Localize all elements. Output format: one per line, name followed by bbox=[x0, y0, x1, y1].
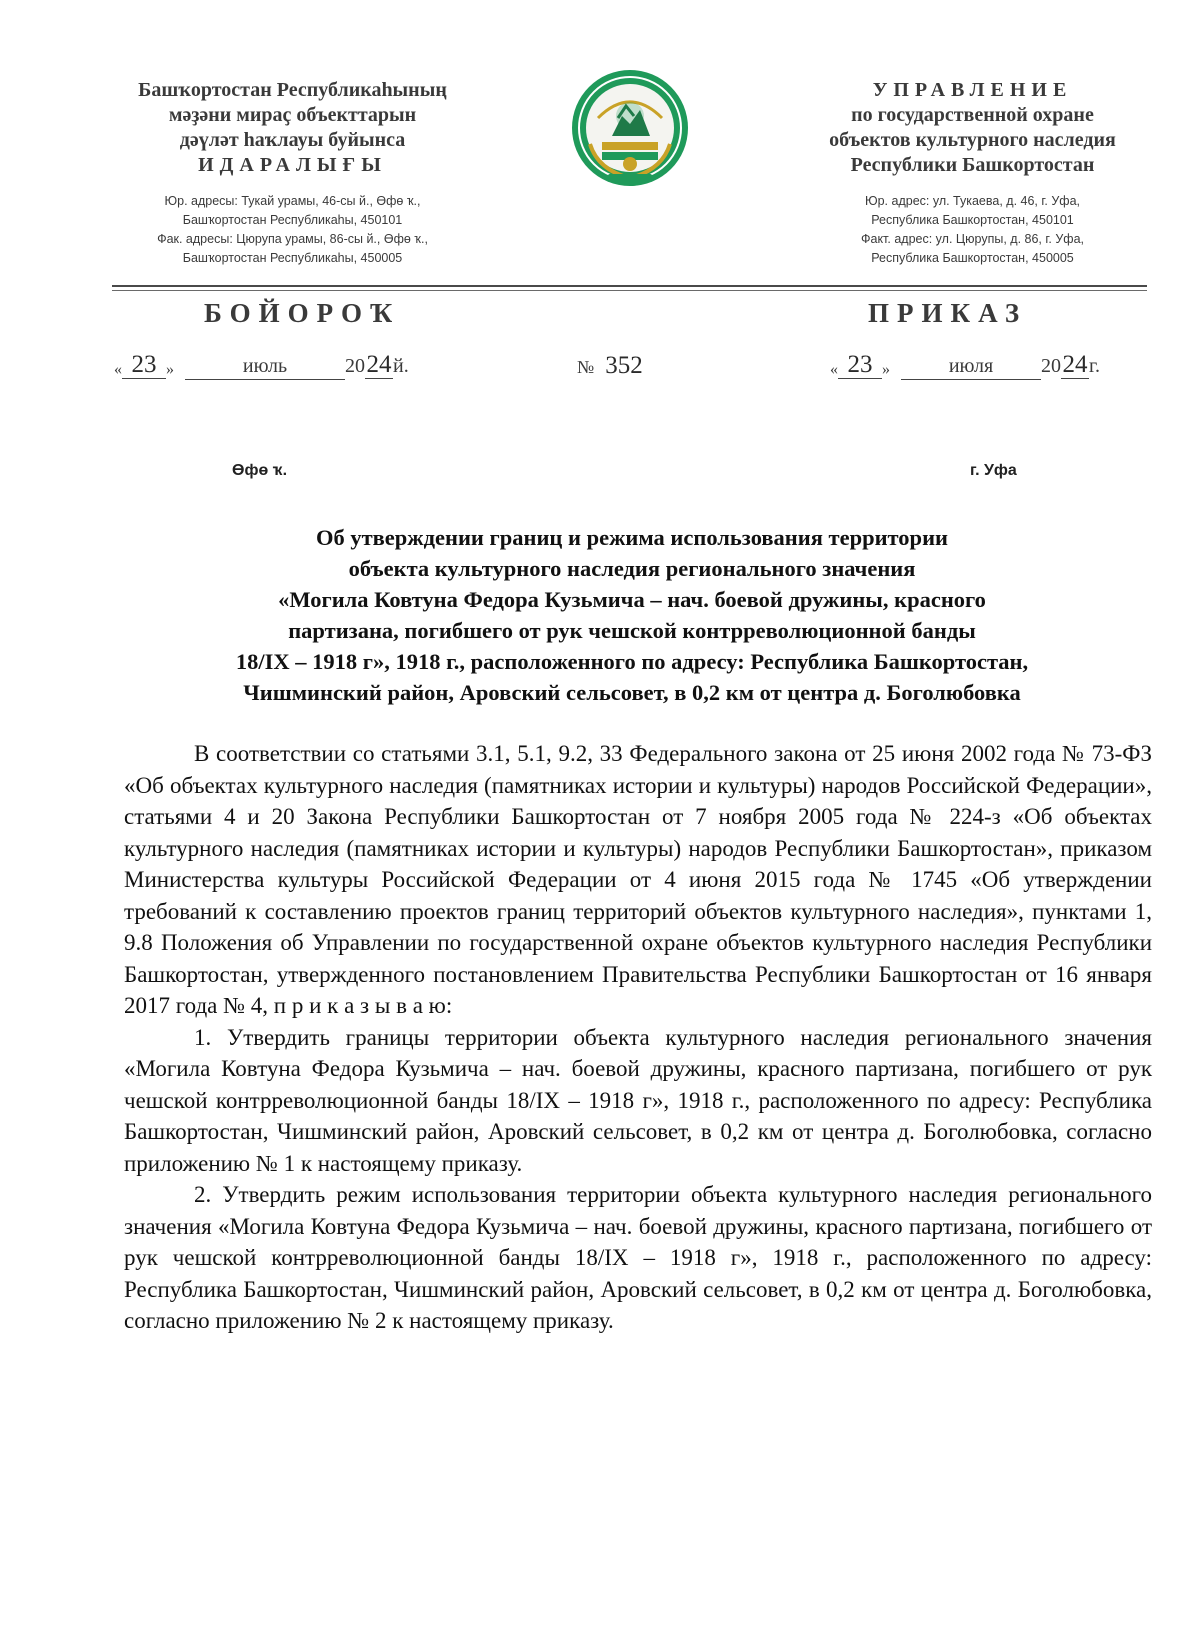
header-left bbox=[110, 78, 475, 268]
header-right-addr2: Республика Башкортостан, 450101 bbox=[871, 213, 1074, 227]
title-line: партизана, погибшего от рук чешской контрреволюционной банды bbox=[288, 618, 976, 643]
header-left-addr1: Юр. адресы: Тукай урамы, 46-сы й., Өфө ҡ., bbox=[164, 194, 421, 208]
title-line: Чишминский район, Аровский сельсовет, в 0,2 км от центра д. Боголюбовка bbox=[243, 680, 1021, 705]
date-left-year-suffix: 24 bbox=[366, 351, 392, 378]
doc-type-left: БОЙОРОҠ bbox=[204, 298, 401, 328]
order-number-value: 352 bbox=[605, 352, 643, 379]
coat-of-arms-icon bbox=[568, 66, 692, 194]
header-right-line2: по государственной охране bbox=[851, 104, 1094, 126]
date-left-year-prefix: 20 bbox=[345, 355, 365, 377]
document-title bbox=[112, 522, 1152, 708]
title-line: 18/IX – 1918 г», 1918 г., расположенного по адресу: Республика Башкортостан, bbox=[235, 649, 1029, 674]
header-left-addr2: Башҡортостан Республикаһы, 450101 bbox=[182, 213, 403, 227]
body-paragraph-item-2: 2. Утвердить режим использования территории объекта культурного наследия регионального значения «Могила Ковтуна Федора Кузьмича – нач. боевой дружины, красного партизана, погибшего от рук чешской контрреволюционной банды 18/IX – 1918 г», 1918 г., расположенного по адресу: Республика Башкортостан, Чишминский район, Аровский сельсовет, в 0,2 км от центра д. Боголюбовка, согласно приложению № 2 к настоящему приказу. bbox=[124, 1182, 1152, 1333]
date-right-year-prefix: 20 bbox=[1041, 355, 1061, 377]
header-left-line1: Башҡортостан Республикаһының bbox=[138, 79, 447, 101]
header-right-line1: УПРАВЛЕНИЕ bbox=[872, 79, 1073, 101]
date-right-month: июля bbox=[901, 353, 1041, 380]
date-right-year-unit: г. bbox=[1089, 355, 1100, 377]
title-line: «Могила Ковтуна Федора Кузьмича – нач. боевой дружины, красного bbox=[278, 587, 986, 612]
date-left-day: 23 bbox=[122, 352, 166, 379]
city-right: г. Уфа bbox=[970, 462, 1017, 479]
header-divider-thin bbox=[112, 290, 1147, 291]
city-left: Өфө ҡ. bbox=[232, 462, 288, 479]
header-left-line3: дәүләт һаҡлауы буйынса bbox=[179, 129, 406, 151]
header-left-line2: мәҙәни мираҫ объекттарын bbox=[168, 104, 417, 126]
date-left-year-unit: й. bbox=[393, 355, 409, 377]
header-right-address bbox=[790, 192, 1155, 268]
header-right-addr4: Республика Башкортостан, 450005 bbox=[871, 251, 1074, 265]
date-right: « 23 » июля 2024г. bbox=[830, 351, 1100, 378]
header-right-addr3: Факт. адрес: ул. Цюрупы, д. 86, г. Уфа, bbox=[860, 232, 1084, 246]
header-right-line4: Республики Башкортостан bbox=[850, 154, 1095, 176]
header-left-addr4: Башҡортостан Республикаһы, 450005 bbox=[182, 251, 403, 265]
header-right bbox=[790, 78, 1155, 268]
date-right-year-suffix: 24 bbox=[1062, 351, 1088, 378]
title-line: объекта культурного наследия регионального значения bbox=[348, 556, 916, 581]
order-number bbox=[577, 352, 643, 380]
doc-type-right: ПРИКАЗ bbox=[868, 298, 1028, 328]
document-body bbox=[124, 738, 1152, 1337]
header-divider-thick bbox=[112, 285, 1147, 287]
date-left: « 23 » июль 2024й. bbox=[114, 351, 409, 378]
body-paragraph-item-1: 1. Утвердить границы территории объекта культурного наследия регионального значения «Могила Ковтуна Федора Кузьмича – нач. боевой дружины, красного партизана, погибшего от рук чешской контрреволюционной банды 18/IX – 1918 г», 1918 г., расположенного по адресу: Республика Башкортостан, Чишминский район, Аровский сельсовет, в 0,2 км от центра д. Боголюбовка, согласно приложению № 1 к настоящему приказу. bbox=[124, 1024, 1152, 1176]
body-paragraph-preamble: В соответствии со статьями 3.1, 5.1, 9.2, 33 Федерального закона от 25 июня 2002 года № 73-ФЗ «Об объектах культурного наследия (памятниках истории и культуры) народов Российской Федерации», статьями 4 и 20 Закона Республики Башкортостан от 7 ноября 2005 года № 224-з «Об объектах культурного наследия (памятниках истории и культуры) народов Республики Башкортостан», приказом Министерства культуры Российской Федерации от 4 июня 2015 года № 1745 «Об утверждении требований к составлению проектов границ территорий объектов культурного наследия», пунктами 1, 9.8 Положения об Управлении по государственной охране объектов культурного наследия Республики Башкортостан, утвержденного постановлением Правительства Республики Башкортостан от 16 января 2017 года № 4, п р и к а з ы в а ю: bbox=[124, 741, 1152, 1018]
header-left-line4: ИДАРАЛЫҒЫ bbox=[198, 154, 387, 176]
header-left-addr3: Фак. адресы: Цюрупа урамы, 86-сы й., Өфө ҡ., bbox=[157, 232, 428, 246]
header-right-addr1: Юр. адрес: ул. Тукаева, д. 46, г. Уфа, bbox=[864, 194, 1081, 208]
header-left-address bbox=[110, 192, 475, 268]
header-right-line3: объектов культурного наследия bbox=[829, 129, 1116, 151]
order-number-label: № bbox=[577, 357, 595, 377]
date-right-day: 23 bbox=[838, 352, 882, 379]
date-left-month: июль bbox=[185, 353, 345, 380]
title-line: Об утверждении границ и режима использования территории bbox=[315, 525, 949, 550]
